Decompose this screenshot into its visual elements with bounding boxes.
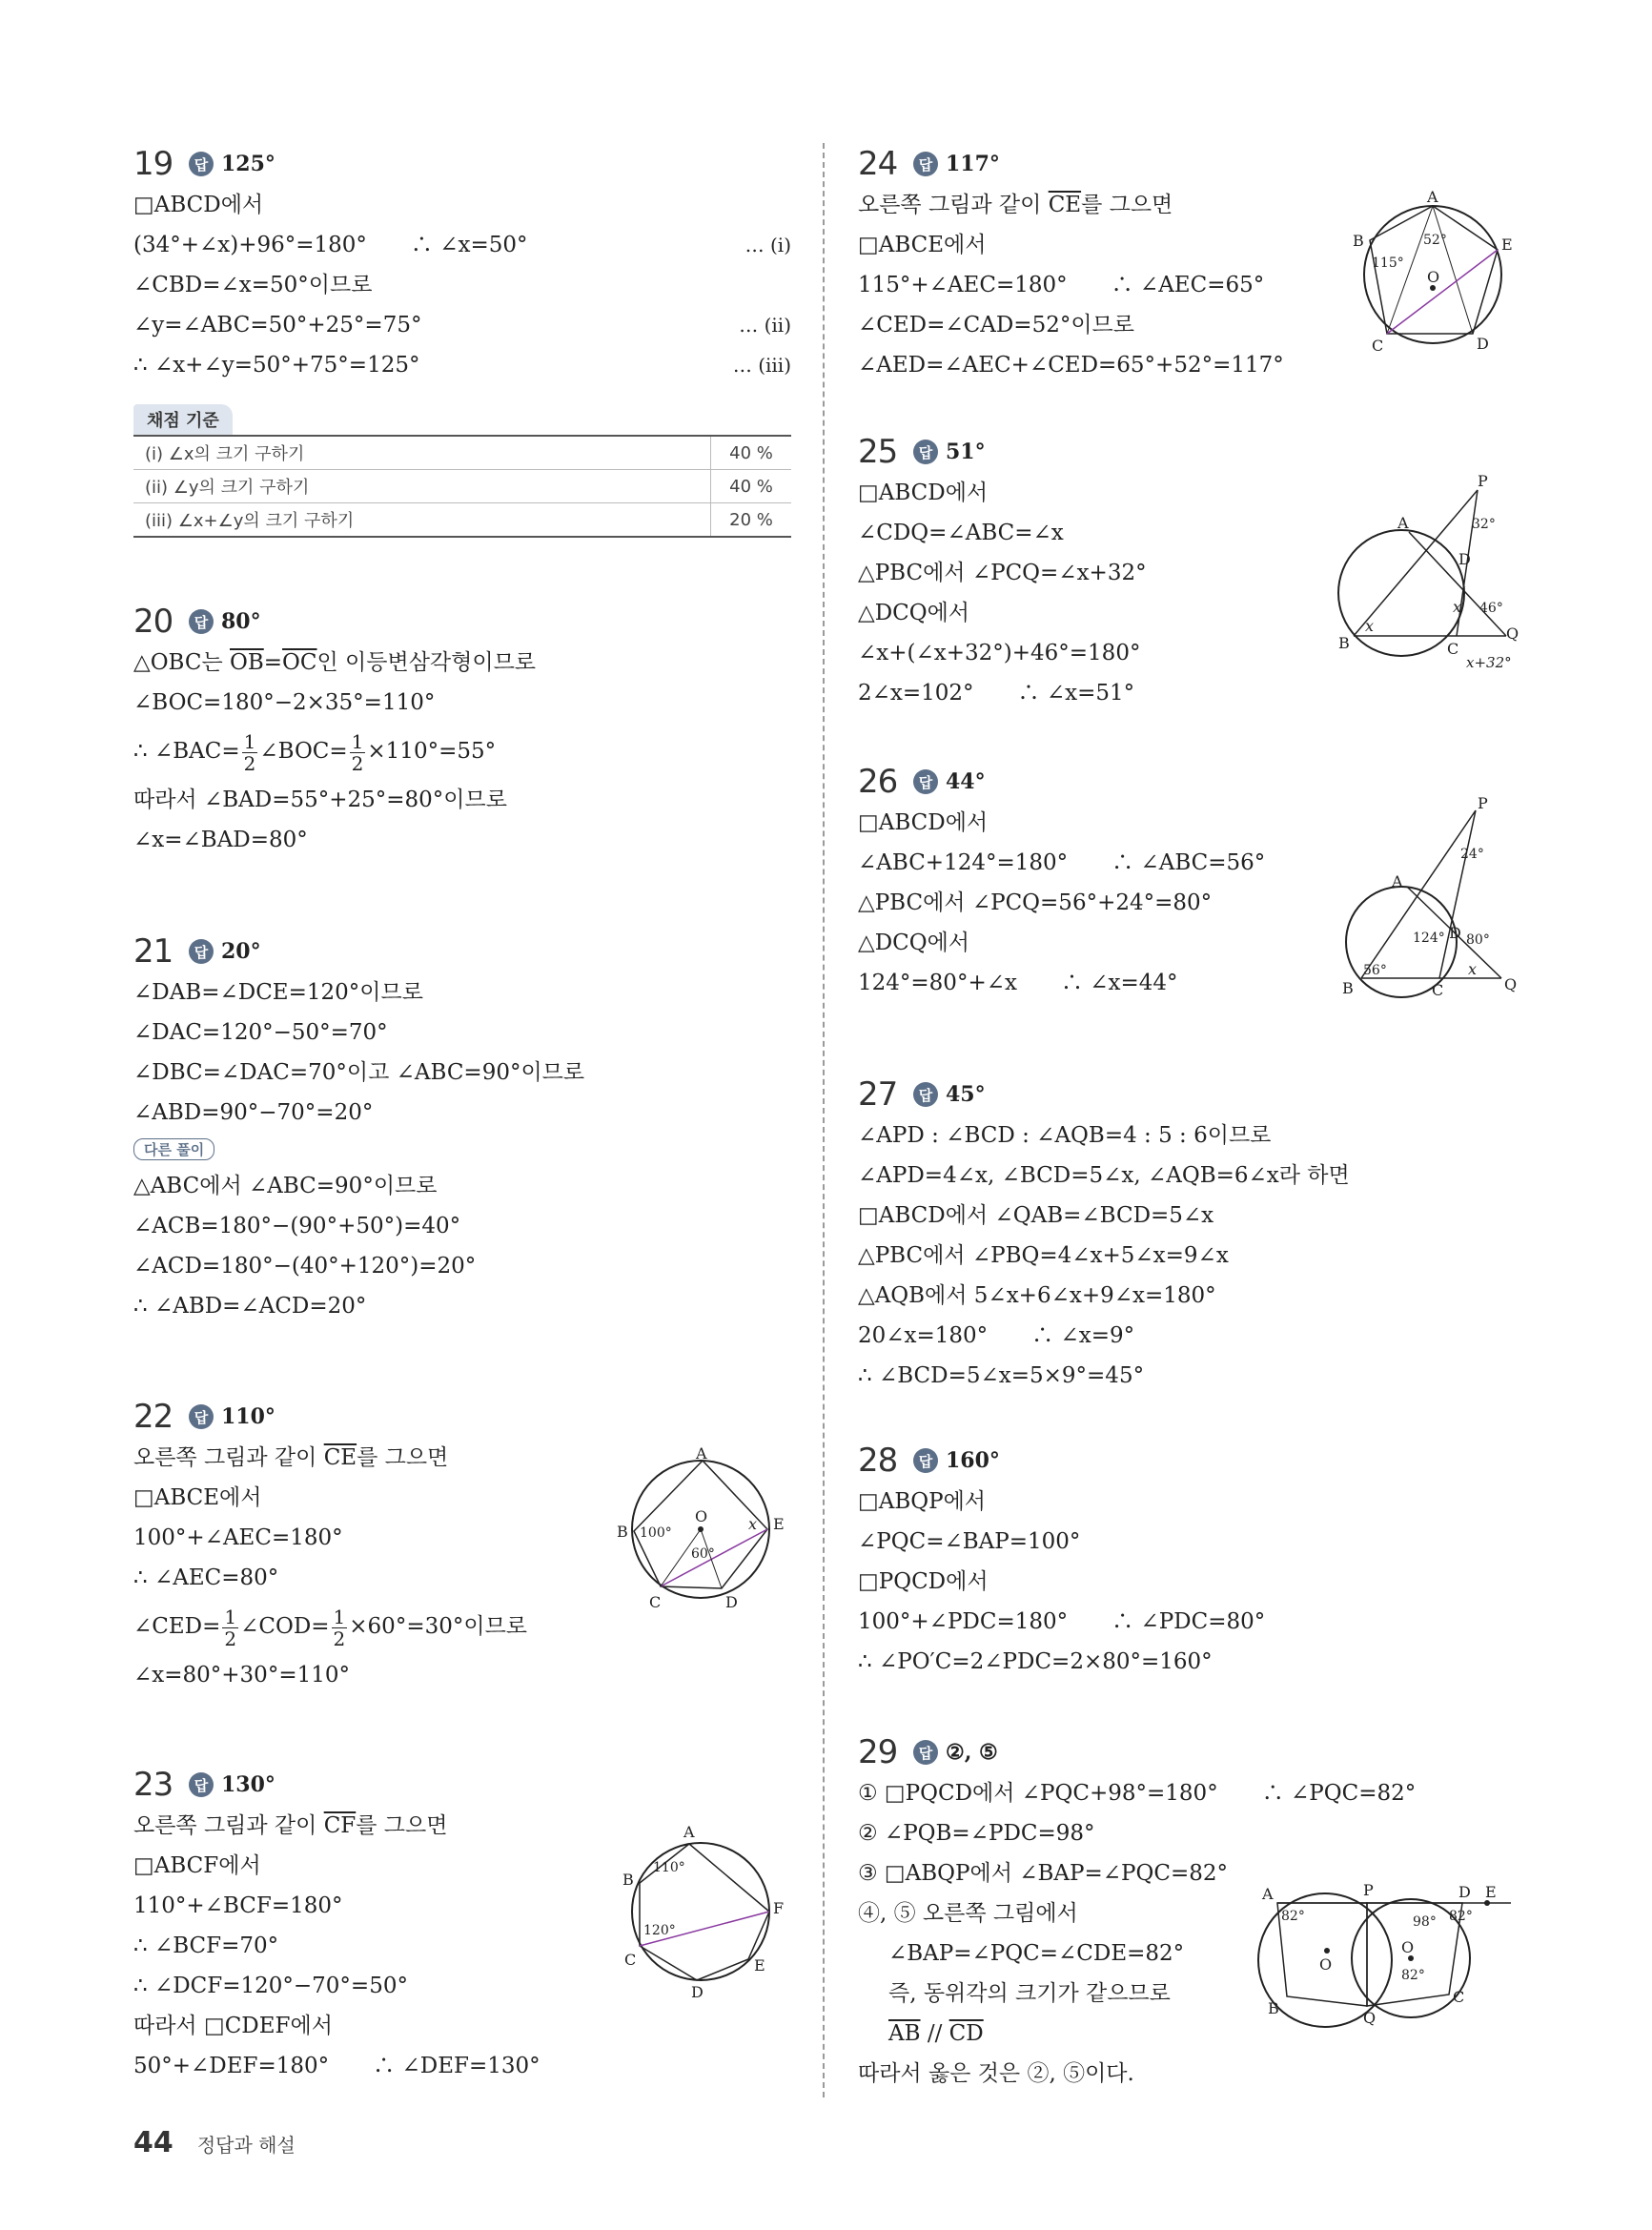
angle-label: 24° — [1460, 847, 1484, 862]
label-a: A — [1262, 1885, 1274, 1903]
label-q: Q — [1506, 624, 1519, 643]
solution-line: 따라서 옳은 것은 ②, ⑤이다. — [858, 2061, 1134, 2086]
problem-number: 23 — [133, 1766, 173, 1804]
solution-line: ∠CED=∠CAD=52°이므로 — [858, 313, 1134, 338]
solution-line: ∴ ∠ABD=∠ACD=20° — [133, 1294, 367, 1319]
label-a: A — [1392, 872, 1403, 890]
problem-number: 28 — [858, 1442, 898, 1480]
solution-line: 2∠x=102° ∴ ∠x=51° — [858, 681, 1135, 706]
angle-label: 80° — [1466, 932, 1490, 948]
label-c: C — [1432, 981, 1444, 999]
angle-label: 56° — [1363, 963, 1387, 978]
solution-text: 를 그으면 — [1081, 193, 1173, 217]
problem-number: 21 — [133, 932, 173, 971]
criteria-pct: 20 % — [711, 503, 792, 538]
answer-value: 110° — [221, 1404, 275, 1429]
solution-line: □ABCD에서 ∠QAB=∠BCD=5∠x — [858, 1203, 1214, 1228]
answer-badge: 답 — [913, 769, 938, 794]
label-c: C — [649, 1593, 662, 1611]
solution-text: = — [263, 650, 283, 675]
angle-x-label: x — [1468, 960, 1478, 978]
page-footer — [133, 2126, 296, 2159]
criteria-label: (ii) ∠y의 크기 구하기 — [133, 470, 711, 503]
fraction — [242, 731, 258, 774]
angle-label: 82° — [1401, 1968, 1425, 1983]
solution-line: ③ □ABQP에서 ∠BAP=∠PQC=82° — [858, 1861, 1229, 1886]
angle-label: 82° — [1449, 1909, 1473, 1924]
problem-29 — [858, 1731, 1516, 2094]
criteria-pct: 40 % — [711, 436, 792, 470]
label-a: A — [683, 1823, 695, 1841]
segment-ob: $\overline{OB}$ — [230, 650, 264, 675]
solution-line — [133, 345, 791, 385]
solution-line: ∠ACD=180°−(40°+120°)=20° — [133, 1254, 477, 1279]
label-d: D — [725, 1593, 738, 1611]
problem-number: 24 — [858, 145, 898, 183]
label-d: D — [1458, 550, 1471, 568]
criteria-title: 채점 기준 — [133, 404, 233, 435]
problem-header — [858, 1074, 1516, 1115]
problem-19 — [133, 143, 791, 538]
problem-header — [133, 931, 791, 972]
solution-line: 따라서 ∠BAD=55°+25°=80°이므로 — [133, 788, 507, 812]
solution-line: 100°+∠AEC=180° — [133, 1525, 343, 1550]
label-f: F — [773, 1899, 785, 1917]
parallel-symbol: // — [920, 2021, 949, 2046]
answer-value: 51° — [946, 440, 986, 464]
solution-line: 124°=80°+∠x ∴ ∠x=44° — [858, 971, 1178, 995]
label-o: O — [1319, 1955, 1333, 1974]
criteria-label: (iii) ∠x+∠y의 크기 구하기 — [133, 503, 711, 538]
footer-title: 정답과 해설 — [196, 2134, 296, 2157]
solution-line: ∠ACB=180°−(90°+50°)=40° — [133, 1214, 461, 1238]
page-number: 44 — [133, 2126, 173, 2159]
solution-text: ∠y=∠ABC=50°+25°=75° — [133, 313, 422, 338]
solution-text: ∴ ∠BAC= — [133, 739, 240, 764]
denominator: 2 — [333, 1626, 346, 1650]
solution-line: ④, ⑤ 오른쪽 그림에서 — [858, 1901, 1078, 1926]
answer-badge: 답 — [189, 939, 214, 964]
numerator: 1 — [351, 729, 364, 753]
label-b: B — [1353, 232, 1364, 250]
denominator: 2 — [224, 1626, 237, 1650]
label-d: D — [1477, 335, 1489, 353]
problem-28 — [858, 1440, 1516, 1682]
solution-line: ∴ ∠BCD=5∠x=5×9°=45° — [858, 1363, 1145, 1388]
problem-25 — [858, 431, 1519, 713]
angle-label: 120° — [643, 1923, 676, 1938]
angle-label: 60° — [691, 1546, 715, 1562]
segment-oc: $\overline{OC}$ — [282, 650, 317, 675]
segment-ce: $\overline{CE}$ — [1048, 193, 1082, 217]
solution-line: ∠x=∠BAD=80° — [133, 828, 308, 852]
angle-x-label: x — [1453, 598, 1462, 616]
label-d: D — [691, 1983, 704, 2001]
criteria-pct: 40 % — [711, 470, 792, 503]
solution-line — [133, 305, 791, 345]
figure-22 — [605, 1444, 796, 1615]
label-o: O — [1427, 268, 1440, 286]
problem-24 — [858, 143, 1516, 385]
figure-23 — [615, 1816, 786, 2001]
segment-cd: $\overline{CD}$ — [948, 2021, 984, 2046]
solution-text: 오른쪽 그림과 같이 — [133, 1445, 324, 1470]
label-c: C — [624, 1951, 637, 1969]
solution-text: △OBC는 — [133, 650, 230, 675]
solution-text: 오른쪽 그림과 같이 — [133, 1813, 324, 1838]
solution-line: ① □PQCD에서 ∠PQC+98°=180° ∴ ∠PQC=82° — [858, 1781, 1417, 1806]
answer-badge: 답 — [189, 609, 214, 634]
solution-line: □ABCD에서 — [858, 481, 989, 505]
solution-line: ∴ ∠AEC=80° — [133, 1565, 279, 1590]
denominator: 2 — [351, 751, 364, 775]
figure-26 — [1325, 794, 1518, 999]
solution-text: ×60°=30°이므로 — [349, 1614, 528, 1639]
solution-text: 오른쪽 그림과 같이 — [858, 193, 1049, 217]
solution-line: □ABCE에서 — [858, 233, 987, 257]
problem-header — [858, 1731, 1516, 1773]
step-mark: … (i) — [744, 234, 791, 256]
label-o-prime: O — [1401, 1938, 1415, 1956]
label-b: B — [622, 1871, 634, 1889]
solution-line: 즉, 동위각의 크기가 같으므로 — [888, 1981, 1171, 2006]
solution-line: □ABCD에서 — [858, 810, 989, 835]
label-p: P — [1363, 1881, 1374, 1899]
problem-27 — [858, 1074, 1516, 1396]
alt-solution-label: 다른 풀이 — [133, 1138, 214, 1160]
angle-label: 110° — [653, 1860, 685, 1875]
label-p: P — [1478, 472, 1488, 490]
solution-line: △PBC에서 ∠PBQ=4∠x+5∠x=9∠x — [858, 1243, 1229, 1268]
angle-label: 82° — [1281, 1909, 1305, 1924]
solution-line: ∠BOC=180°−2×35°=110° — [133, 690, 436, 715]
angle-label: 52° — [1423, 233, 1447, 248]
solution-line: ∠PQC=∠BAP=100° — [858, 1529, 1081, 1554]
label-a: A — [1397, 514, 1409, 532]
problem-number: 19 — [133, 145, 173, 183]
segment-ab: $\overline{AB}$ — [888, 2021, 921, 2046]
label-o: O — [695, 1507, 708, 1525]
solution-line: ∴ ∠DCF=120°−70°=50° — [133, 1974, 408, 1998]
fraction — [332, 1606, 348, 1649]
label-p: P — [1478, 794, 1488, 812]
problem-header — [858, 431, 1516, 473]
table-row — [133, 470, 791, 503]
answer-value: 44° — [946, 769, 986, 794]
answer-badge: 답 — [913, 1082, 938, 1107]
problem-20 — [133, 601, 791, 860]
answer-value: 45° — [946, 1082, 986, 1107]
solution-line: △DCQ에서 — [858, 931, 970, 955]
criteria-table — [133, 435, 791, 538]
figure-24 — [1349, 188, 1516, 355]
label-e: E — [773, 1515, 785, 1533]
step-mark: … (ii) — [739, 314, 791, 337]
solution-line: ∠ABC+124°=180° ∴ ∠ABC=56° — [858, 850, 1266, 875]
fraction — [222, 1606, 238, 1649]
angle-label: 32° — [1472, 517, 1496, 532]
figure-29 — [1258, 1874, 1516, 2036]
solution-text: ∠CED= — [133, 1614, 221, 1639]
solution-line: ∠APD : ∠BCD : ∠AQB=4 : 5 : 6이므로 — [858, 1123, 1272, 1148]
solution-line: □ABQP에서 — [858, 1489, 987, 1514]
label-q: Q — [1363, 2009, 1377, 2027]
solution-line: ∠x=80°+30°=110° — [133, 1663, 350, 1688]
label-d: D — [1458, 1883, 1471, 1901]
label-q: Q — [1504, 975, 1518, 993]
criteria-label: (i) ∠x의 크기 구하기 — [133, 436, 711, 470]
step-mark: … (iii) — [732, 354, 791, 377]
problem-number: 20 — [133, 603, 173, 641]
angle-label: 98° — [1413, 1914, 1437, 1930]
label-b: B — [1268, 1999, 1279, 2017]
solution-line — [133, 723, 791, 780]
figure-25 — [1325, 472, 1519, 671]
solution-text: (34°+∠x)+96°=180° ∴ ∠x=50° — [133, 233, 528, 257]
answer-value: ②, ⑤ — [946, 1740, 998, 1765]
table-row — [133, 503, 791, 538]
solution-line: 100°+∠PDC=180° ∴ ∠PDC=80° — [858, 1609, 1266, 1634]
answer-value: 125° — [221, 152, 275, 176]
answer-value: 20° — [221, 939, 261, 964]
label-e: E — [754, 1956, 765, 1974]
label-b: B — [1342, 979, 1354, 997]
solution-line: △PBC에서 ∠PCQ=∠x+32° — [858, 561, 1147, 585]
solution-line: ∠DBC=∠DAC=70°이고 ∠ABC=90°이므로 — [133, 1060, 585, 1085]
problem-header — [133, 1764, 791, 1806]
problem-header — [858, 143, 1516, 185]
solution-line: ∴ ∠PO′C=2∠PDC=2×80°=160° — [858, 1649, 1213, 1674]
solution-line: ∠ABD=90°−70°=20° — [133, 1100, 374, 1125]
problem-number: 25 — [858, 433, 898, 471]
solution-line: □ABCF에서 — [133, 1853, 261, 1878]
label-c: C — [1453, 1988, 1465, 2006]
answer-value: 117° — [946, 152, 1000, 176]
answer-value: 80° — [221, 609, 261, 634]
denominator: 2 — [243, 751, 256, 775]
problem-header — [133, 601, 791, 643]
problem-21 — [133, 931, 791, 1326]
solution-text: 를 그으면 — [357, 1445, 449, 1470]
solution-line — [133, 643, 791, 683]
solution-line: 따라서 □CDEF에서 — [133, 2014, 333, 2038]
answer-value: 130° — [221, 1772, 275, 1797]
solution-line: □ABCE에서 — [133, 1485, 262, 1510]
answer-badge: 답 — [913, 1448, 938, 1473]
solution-line: ∠x+(∠x+32°)+46°=180° — [858, 641, 1141, 665]
numerator: 1 — [243, 729, 256, 753]
solution-line: ∠DAC=120°−50°=70° — [133, 1020, 388, 1045]
problem-header — [133, 143, 791, 185]
problem-header — [858, 761, 1516, 803]
numerator: 1 — [333, 1605, 346, 1628]
solution-line: △AQB에서 5∠x+6∠x+9∠x=180° — [858, 1283, 1216, 1308]
solution-text: ∴ ∠x+∠y=50°+75°=125° — [133, 353, 420, 378]
column-divider — [823, 143, 825, 2097]
fraction — [350, 731, 366, 774]
segment-cf: $\overline{CF}$ — [323, 1813, 357, 1838]
solution-text: ∠COD= — [240, 1614, 330, 1639]
solution-line: ∠APD=4∠x, ∠BCD=5∠x, ∠AQB=6∠x라 하면 — [858, 1163, 1350, 1188]
solution-line: □ABCD에서 — [133, 193, 264, 217]
angle-label: 115° — [1372, 256, 1404, 271]
solution-line: ∠AED=∠AEC+∠CED=65°+52°=117° — [858, 353, 1284, 378]
label-a: A — [696, 1444, 707, 1463]
answer-badge: 답 — [189, 152, 214, 176]
segment-ce: $\overline{CE}$ — [323, 1445, 357, 1470]
label-e: E — [1501, 235, 1513, 254]
solution-line: 50°+∠DEF=180° ∴ ∠DEF=130° — [133, 2054, 540, 2078]
angle-x-label: x — [748, 1515, 758, 1533]
problem-number: 22 — [133, 1398, 173, 1436]
solution-line: ∠BAP=∠PQC=∠CDE=82° — [888, 1941, 1185, 1966]
angle-label: 46° — [1479, 601, 1503, 616]
problem-number: 27 — [858, 1075, 898, 1114]
solution-line: ∴ ∠BCF=70° — [133, 1933, 279, 1958]
problem-header — [133, 1396, 791, 1438]
solution-line: 110°+∠BCF=180° — [133, 1893, 343, 1918]
angle-x-label: x — [1365, 617, 1375, 635]
problem-header — [858, 1440, 1516, 1482]
solution-line: ∠CBD=∠x=50°이므로 — [133, 273, 373, 297]
angle-label: x+32° — [1466, 654, 1512, 671]
problem-26 — [858, 761, 1516, 1003]
numerator: 1 — [224, 1605, 237, 1628]
solution-line: ② ∠PQB=∠PDC=98° — [858, 1821, 1095, 1846]
problem-23 — [133, 1764, 791, 2086]
table-row — [133, 436, 791, 470]
solution-text: ∠BOC= — [259, 739, 348, 764]
answer-badge: 답 — [189, 1772, 214, 1797]
solution-line: □PQCD에서 — [858, 1569, 989, 1594]
problem-22 — [133, 1396, 791, 1695]
solution-line: 20∠x=180° ∴ ∠x=9° — [858, 1323, 1135, 1348]
angle-label: 100° — [640, 1525, 672, 1541]
answer-badge: 답 — [913, 152, 938, 176]
solution-line: △PBC에서 ∠PCQ=56°+24°=80° — [858, 890, 1213, 915]
solution-line: ∠CDQ=∠ABC=∠x — [858, 521, 1064, 545]
label-b: B — [1338, 634, 1350, 652]
label-c: C — [1447, 640, 1459, 658]
problem-number: 26 — [858, 763, 898, 801]
solution-line — [133, 225, 791, 265]
answer-badge: 답 — [913, 440, 938, 464]
answer-badge: 답 — [913, 1740, 938, 1765]
solution-line: ∠DAB=∠DCE=120°이므로 — [133, 980, 423, 1005]
label-d: D — [1449, 924, 1461, 942]
label-a: A — [1427, 188, 1438, 206]
angle-label: 124° — [1413, 931, 1445, 946]
solution-line: 115°+∠AEC=180° ∴ ∠AEC=65° — [858, 273, 1265, 297]
solution-line: △DCQ에서 — [858, 601, 970, 625]
solution-text: ×110°=55° — [367, 739, 497, 764]
solution-text: 인 이등변삼각형이므로 — [316, 650, 537, 675]
label-b: B — [617, 1523, 628, 1541]
solution-text: 를 그으면 — [356, 1813, 448, 1838]
answer-value: 160° — [946, 1448, 1000, 1473]
solution-line: △ABC에서 ∠ABC=90°이므로 — [133, 1174, 438, 1198]
label-c: C — [1372, 337, 1384, 355]
answer-badge: 답 — [189, 1404, 214, 1429]
label-e: E — [1485, 1883, 1497, 1901]
problem-number: 29 — [858, 1733, 898, 1771]
